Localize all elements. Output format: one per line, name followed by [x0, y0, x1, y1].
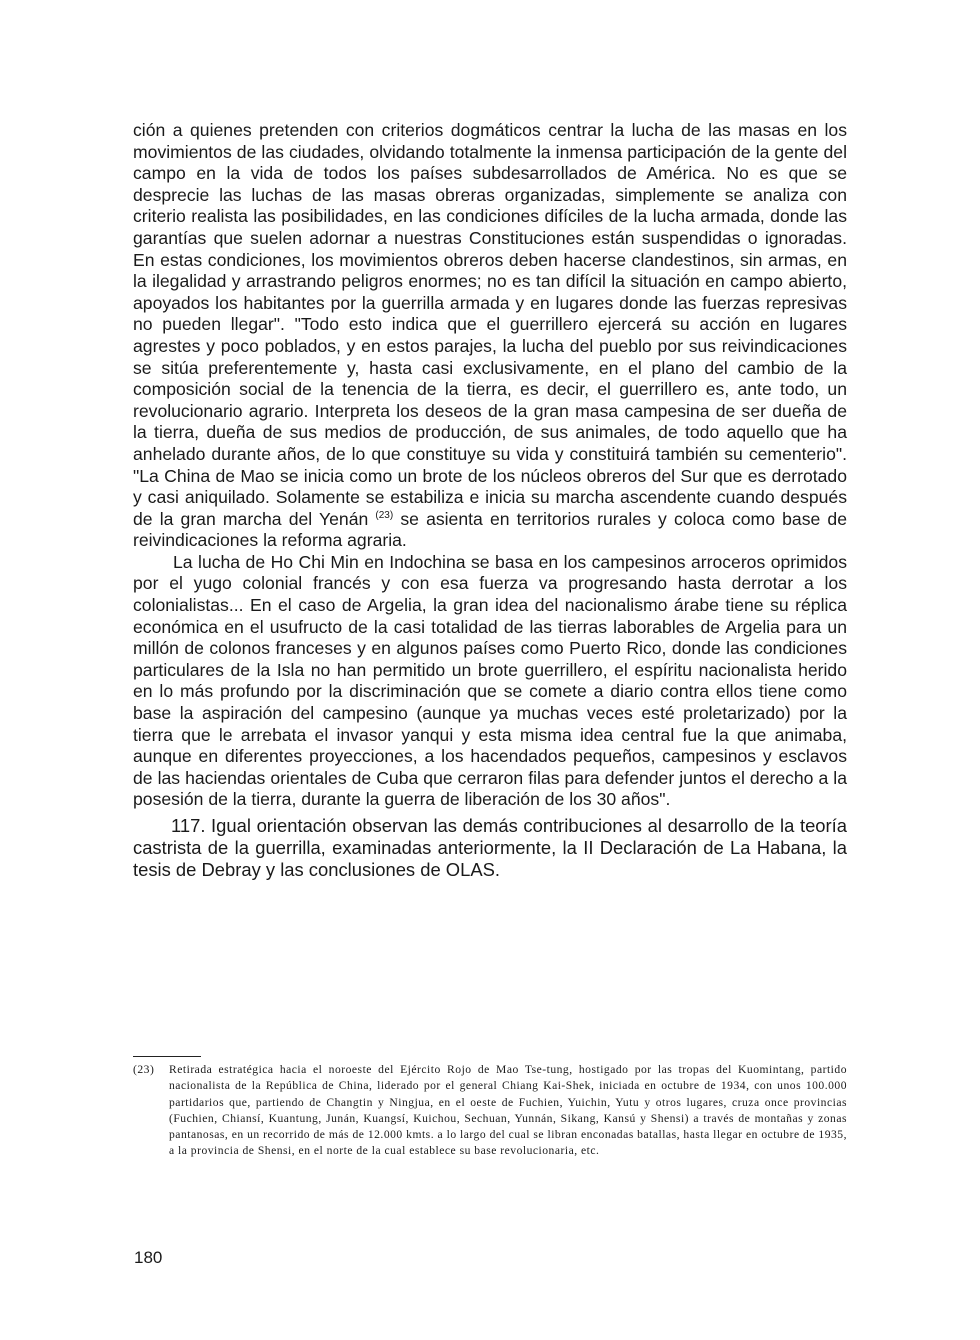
footnote-text: Retirada estratégica hacia el noroeste del Ejército Rojo de Mao Tse-tung, hostigado por las tropas del Kuomintang, partido nacionalista de la República de China, liderado por el general Chiang Kai-Shek, iniciada en octubre de 1934, con unos 100.000 partidarios que, partiendo de Changtin y Ningjua, en el oeste de Fuchien, Yuichin, Yutu y otros lugares, cruza once provincias (Fuchien, Chiansí, Kuantung, Junán, Kuangsí, Kuichou, Sechuan, Yunnán, Sikang, Kansú y Shensi) a través de montañas y zonas pantanosas, en un recorrido de más de 12.000 kmts. a lo largo del cual se libran enconadas batallas, hasta llegar en octubre de 1935, a la provincia de Shensi, en el norte de la cual establece su base revolucionaria, etc. — [169, 1063, 847, 1158]
paragraph-continuation — [133, 120, 847, 552]
body-text — [133, 120, 847, 881]
paragraph-1-text: ción a quienes pretenden con criterios dogmáticos centrar la lucha de las masas en los movimientos de las ciudades, olvidando totalmente la inmensa participación de la gente del campo en la vida de todos los países subdesarrollados de América. No es que se desprecie las luchas de las masas obreras organizadas, simplemente se analiza con criterio realista las posibilidades, en las condiciones difíciles de la lucha armada, donde las garantías que suelen adornar a nuestras Constituciones están suspendidas o ignoradas. En estas condiciones, los movimientos obreros deben hacerse clandestinos, sin armas, en la ilegalidad y arrastrando peligros enormes; no es tan difícil la situación en campo abierto, apoyados los habitantes por la guerrilla armada y en lugares donde las fuerzas represivas no pueden llegar". "Todo esto indica que el guerrillero ejercerá su acción en lugares agrestes y poco poblados, y en estos parajes, la lucha del pueblo por sus reivindicaciones se sitúa preferentemente y, hasta casi exclusivamente, en el plano del cambio de la composición social de la tenencia de la tierra, es decir, el guerrillero es, ante todo, un revolucionario agrario. Interpreta los deseos de la gran masa campesina de ser dueña de la tierra, dueña de sus medios de producción, de sus animales, de todo aquello que ha anhelado durante años, de lo que constituye su vida y constituirá también su cementerio". "La China de Mao se inicia como un brote de los núcleos obreros del Sur que es derrotado y casi aniquilado. Solamente se estabiliza e inicia su marcha ascendente cuando después de la gran marcha del Yenán — [133, 120, 847, 529]
paragraph-117: 117. Igual orientación observan las demás contribuciones al desarrollo de la teoría castrista de la guerrilla, examinadas anteriormente, la II Declaración de La Habana, la tesis de Debray y las conclusiones de OLAS. — [133, 815, 847, 880]
footnotes — [133, 1062, 847, 1160]
footnote-divider — [133, 1056, 201, 1057]
paragraph-2: La lucha de Ho Chi Min en Indochina se basa en los campesinos arroceros oprimidos por el yugo colonial francés y con esa fuerza va progresando hasta derrotar a los colonialistas... En el caso de Argelia, la gran idea del nacionalismo árabe tiene su réplica económica en el usufructo de la casi totalidad de las tierras laborables de Argelia para un millón de colonos franceses y en algunos países como Puerto Rico, donde las condiciones particulares de la Isla no han permitido un brote guerrillero, el espíritu nacionalista herido en lo más profundo por la discriminación que se comete a diario contra ellos tiene como base la aspiración del campesino (aunque ya muchas veces esté proletarizado) por la tierra que le arrebata el invasor yanqui y esta misma idea central fue la que animaba, aunque en diferentes proyecciones, a los hacendados pequeños, campesinos y esclavos de las haciendas orientales de Cuba que cerraron filas para defender juntos el derecho a la posesión de la tierra, durante la guerra de liberación de los 30 años". — [133, 551, 847, 810]
page-number: 180 — [134, 1248, 163, 1267]
footnote-number: (23) — [133, 1063, 155, 1076]
footnote-23 — [133, 1062, 847, 1160]
footnote-reference: (23) — [375, 509, 394, 521]
paragraph-1-tail: se asienta en territorios rurales y coloca como base de reivindicaciones la reforma agraria. — [133, 508, 847, 551]
